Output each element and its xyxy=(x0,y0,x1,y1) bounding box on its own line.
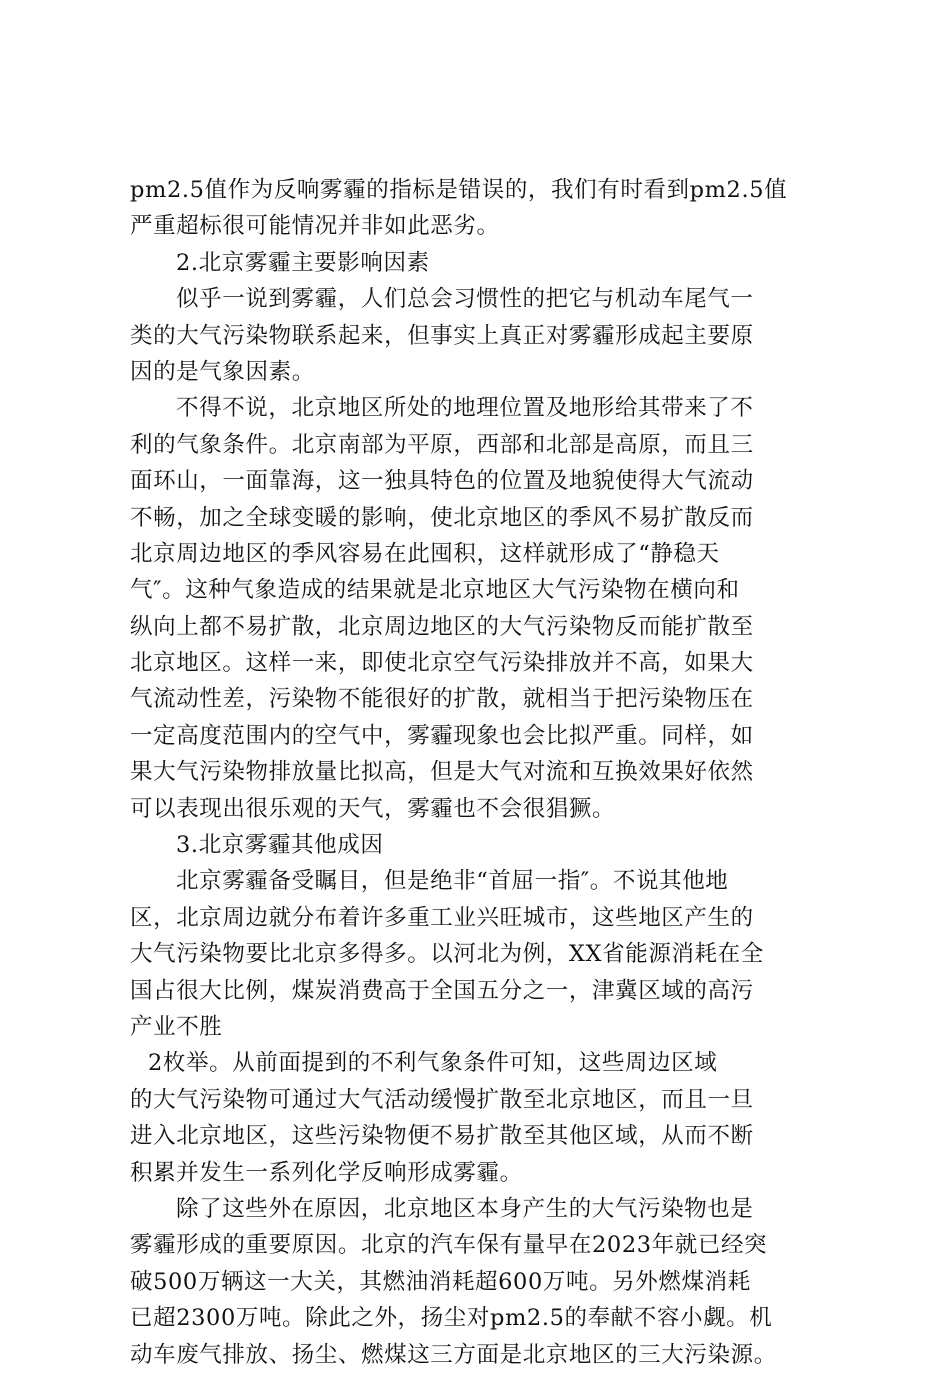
text-line: 气″。这种气象造成的结果就是北京地区大气污染物在横向和 xyxy=(130,577,740,604)
text-line: 破500万辆这一大关，其燃油消耗超600万吨。另外燃煤消耗 xyxy=(130,1268,751,1295)
text-line: pm2.5值作为反响雾霾的指标是错误的，我们有时看到pm2.5值 xyxy=(130,177,788,203)
text-line: 可以表现出很乐观的天气，雾霾也不会很猖獗。 xyxy=(130,795,616,822)
document-body xyxy=(130,172,820,1373)
text-line: 2枚举。从前面提到的不利气象条件可知，这些周边区域 xyxy=(148,1050,718,1077)
text-line: 大气污染物要比北京多得多。以河北为例，XX省能源消耗在全 xyxy=(130,941,764,968)
text-line: 雾霾形成的重要原因。北京的汽车保有量早在2023年就已经突 xyxy=(130,1232,768,1259)
text-line: 动车废气排放、扬尘、燃煤这三方面是北京地区的三大污染源。 xyxy=(130,1341,777,1368)
text-line: 北京地区。这样一来，即使北京空气污染排放并不高，如果大 xyxy=(130,650,754,677)
text-line: 类的大气污染物联系起来，但事实上真正对雾霾形成起主要原 xyxy=(130,322,754,349)
text-line: 国占很大比例，煤炭消费高于全国五分之一，津冀区域的高污 xyxy=(130,977,754,1004)
text-line: 一定高度范围内的空气中，雾霾现象也会比拟严重。同样，如 xyxy=(130,722,754,749)
text-line: 积累并发生一系列化学反响形成雾霾。 xyxy=(130,1159,523,1186)
text-line: 北京雾霾备受瞩目，但是绝非“首屈一指″。不说其他地 xyxy=(176,868,729,895)
text-line: 因的是气象因素。 xyxy=(130,358,315,385)
text-line: 不畅，加之全球变暖的影响，使北京地区的季风不易扩散反而 xyxy=(130,504,754,531)
text-line: 面环山，一面靠海，这一独具特色的位置及地貌使得大气流动 xyxy=(130,468,754,495)
section-heading: 3.北京雾霾其他成因 xyxy=(176,832,384,859)
text-line: 北京周边地区的季风容易在此囤积，这样就形成了“静稳天 xyxy=(130,540,720,567)
text-line: 已超2300万吨。除此之外，扬尘对pm2.5的奉献不容小觑。机 xyxy=(130,1305,773,1332)
text-line: 区，北京周边就分布着许多重工业兴旺城市，这些地区产生的 xyxy=(130,904,754,931)
text-line: 进入北京地区，这些污染物便不易扩散至其他区域，从而不断 xyxy=(130,1123,754,1150)
text-line: 气流动性差，污染物不能很好的扩散，就相当于把污染物压在 xyxy=(130,686,754,713)
text-line: 利的气象条件。北京南部为平原，西部和北部是高原，而且三 xyxy=(130,431,754,458)
text-line: 的大气污染物可通过大气活动缓慢扩散至北京地区，而且一旦 xyxy=(130,1086,754,1113)
text-line: 产业不胜 xyxy=(130,1013,223,1040)
text-line: 不得不说，北京地区所处的地理位置及地形给其带来了不 xyxy=(176,395,754,422)
text-line: 严重超标很可能情况并非如此恶劣。 xyxy=(130,213,500,240)
text-line: 除了这些外在原因，北京地区本身产生的大气污染物也是 xyxy=(176,1195,754,1222)
text-line: 似乎一说到雾霾，人们总会习惯性的把它与机动车尾气一 xyxy=(176,286,754,313)
text-line: 果大气污染物排放量比拟高，但是大气对流和互换效果好依然 xyxy=(130,759,754,786)
section-heading: 2.北京雾霾主要影响因素 xyxy=(176,249,430,276)
text-line: 纵向上都不易扩散，北京周边地区的大气污染物反而能扩散至 xyxy=(130,613,754,640)
